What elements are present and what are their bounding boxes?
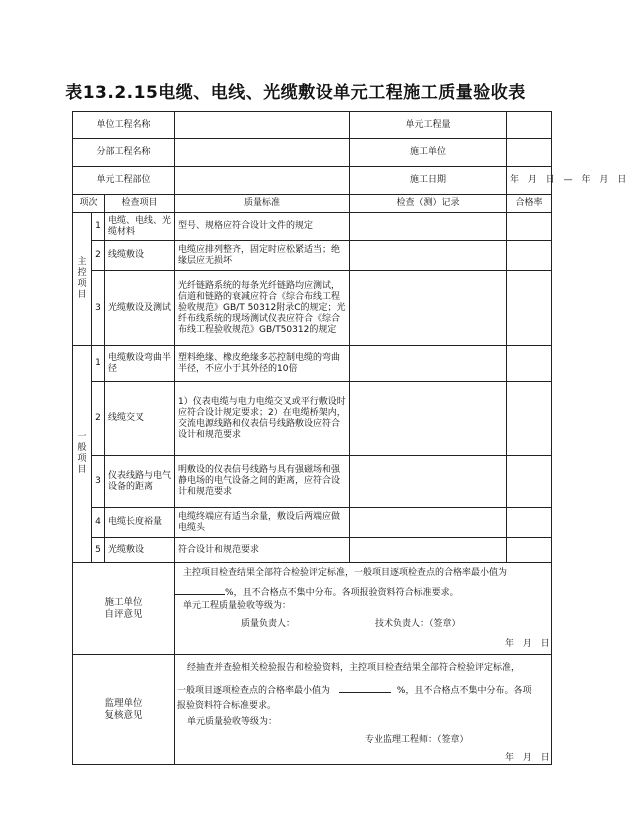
- item-name: 仪表线路与电气设备的距离: [105, 456, 175, 508]
- item-rate[interactable]: [507, 241, 552, 271]
- unit-project-name-value[interactable]: [175, 112, 350, 139]
- item-standard: 明敷设的仪表信号线路与具有强磁场和强静电场的电气设备之间的距离，应符合设计和规范要求: [175, 456, 350, 508]
- unit-project-part-label: 单元工程部位: [73, 167, 175, 195]
- item-standard: 光纤链路系统的每条光纤链路均应测试，信道和链路的衰减应符合《综合布线工程验收规范》GB/T 50312附录C的规定；光纤布线系统的现场测试仪表应符合《综合布线工程验收规范》GB/T50312的规定: [175, 271, 350, 346]
- general-item-row: [73, 538, 552, 563]
- item-no: 2: [92, 241, 105, 271]
- supervision-min-rate-blank[interactable]: [339, 683, 391, 693]
- item-no: 2: [92, 382, 105, 456]
- acceptance-form-table: [72, 111, 626, 765]
- unit-project-name-label: 单位工程名称: [73, 112, 175, 139]
- self-eval-line3: 单元工程质量验收等级为：: [183, 601, 292, 611]
- col-standard: 质量标准: [175, 195, 350, 213]
- item-standard: 型号、规格应符合设计文件的规定: [175, 213, 350, 241]
- item-rate[interactable]: [507, 382, 552, 456]
- self-eval-row: [73, 563, 552, 655]
- general-item-row: [73, 508, 552, 538]
- form-title: 表13.2.15电缆、电线、光缆敷设单元工程施工质量验收表: [65, 83, 526, 103]
- main-item-row: [73, 213, 552, 241]
- construction-date-label: 施工日期: [350, 167, 507, 195]
- item-no: 4: [92, 508, 105, 538]
- supervision-row: [73, 655, 552, 765]
- self-eval-label: 施工单位 自评意见: [73, 563, 175, 655]
- general-item-row: [73, 456, 552, 508]
- item-no: 3: [92, 271, 105, 346]
- item-name: 电缆、电线、光缆材料: [105, 213, 175, 241]
- general-item-row: [73, 346, 552, 382]
- supervision-content: [175, 655, 552, 765]
- min-rate-blank[interactable]: [175, 585, 225, 595]
- item-rate[interactable]: [507, 456, 552, 508]
- supervision-line4: 单元质量验收等级为：: [187, 717, 278, 727]
- self-eval-date: 年 月 日: [505, 639, 550, 649]
- item-name: 线缆交叉: [105, 382, 175, 456]
- supervision-date: 年 月 日: [505, 753, 550, 763]
- item-rate[interactable]: [507, 271, 552, 346]
- item-no: 1: [92, 213, 105, 241]
- main-item-row: [73, 271, 552, 346]
- item-standard: 1）仪表电缆与电力电缆交叉或平行敷设时应符合设计规定要求；2）在电缆桥架内，交流电源线路和仪表信号线路敷设应符合设计和规范要求: [175, 382, 350, 456]
- supervision-engineer-label: 专业监理工程师：（签章）: [365, 735, 469, 745]
- header-row-part: [73, 167, 552, 195]
- tech-person-label: 技术负责人：（签章）: [375, 619, 461, 629]
- division-project-name-value[interactable]: [175, 139, 350, 167]
- unit-project-part-value[interactable]: [175, 167, 350, 195]
- construction-date-value[interactable]: 年 月 日 — 年 月 日: [507, 167, 552, 195]
- column-header-row: [73, 195, 552, 213]
- item-record[interactable]: [350, 346, 507, 382]
- item-record[interactable]: [350, 271, 507, 346]
- item-record[interactable]: [350, 456, 507, 508]
- unit-project-qty-label: 单元工程量: [350, 112, 507, 139]
- division-project-name-label: 分部工程名称: [73, 139, 175, 167]
- supervision-line2: 一般项目逐项检查点的合格率最小值为 %，且不合格点不集中分布。各项: [177, 683, 531, 697]
- general-group-label: 一 般 项 目: [73, 346, 92, 563]
- col-record: 检查（测）记录: [350, 195, 507, 213]
- construction-unit-value[interactable]: [507, 139, 552, 167]
- main-control-group-label: 主 控 项 目: [73, 213, 92, 346]
- item-standard: 符合设计和规范要求: [175, 538, 350, 563]
- self-eval-line2: %，且不合格点不集中分布。各项报验资料符合标准要求。: [175, 585, 459, 599]
- item-rate[interactable]: [507, 508, 552, 538]
- main-item-row: [73, 241, 552, 271]
- item-record[interactable]: [350, 538, 507, 563]
- item-rate[interactable]: [507, 538, 552, 563]
- item-name: 光缆敷设及测试: [105, 271, 175, 346]
- general-item-row: [73, 382, 552, 456]
- header-row-unit-project: [73, 112, 552, 139]
- col-rate: 合格率: [507, 195, 552, 213]
- header-row-division: [73, 139, 552, 167]
- item-no: 5: [92, 538, 105, 563]
- item-no: 1: [92, 346, 105, 382]
- item-no: 3: [92, 456, 105, 508]
- item-rate[interactable]: [507, 346, 552, 382]
- quality-person-label: 质量负责人：: [241, 619, 296, 629]
- item-record[interactable]: [350, 382, 507, 456]
- item-standard: 电缆终端应有适当余量，敷设后两端应做电缆头: [175, 508, 350, 538]
- item-name: 电缆敷设弯曲半径: [105, 346, 175, 382]
- item-record[interactable]: [350, 508, 507, 538]
- item-record[interactable]: [350, 213, 507, 241]
- item-name: 光缆敷设: [105, 538, 175, 563]
- self-eval-content: [175, 563, 552, 655]
- item-rate[interactable]: [507, 213, 552, 241]
- supervision-label: 监理单位 复核意见: [73, 655, 175, 765]
- item-name: 线缆敷设: [105, 241, 175, 271]
- construction-unit-label: 施工单位: [350, 139, 507, 167]
- item-record[interactable]: [350, 241, 507, 271]
- col-seq: 项次: [73, 195, 105, 213]
- unit-project-qty-value[interactable]: [507, 112, 552, 139]
- self-eval-line1: 主控项目检查结果全部符合检验评定标准，一般项目逐项检查点的合格率最小值为: [183, 568, 508, 578]
- supervision-line1: 经抽查并查验相关检验报告和检验资料，主控项目检查结果全部符合检验评定标准，: [187, 663, 521, 673]
- item-standard: 电缆应排列整齐，固定时应松紧适当；绝缘层应无损坏: [175, 241, 350, 271]
- item-standard: 塑料绝缘、橡皮绝缘多芯控制电缆的弯曲半径，不应小于其外径的10倍: [175, 346, 350, 382]
- col-item: 检查项目: [105, 195, 175, 213]
- item-name: 电缆长度裕量: [105, 508, 175, 538]
- supervision-line3: 报验资料符合标准要求。: [177, 701, 277, 711]
